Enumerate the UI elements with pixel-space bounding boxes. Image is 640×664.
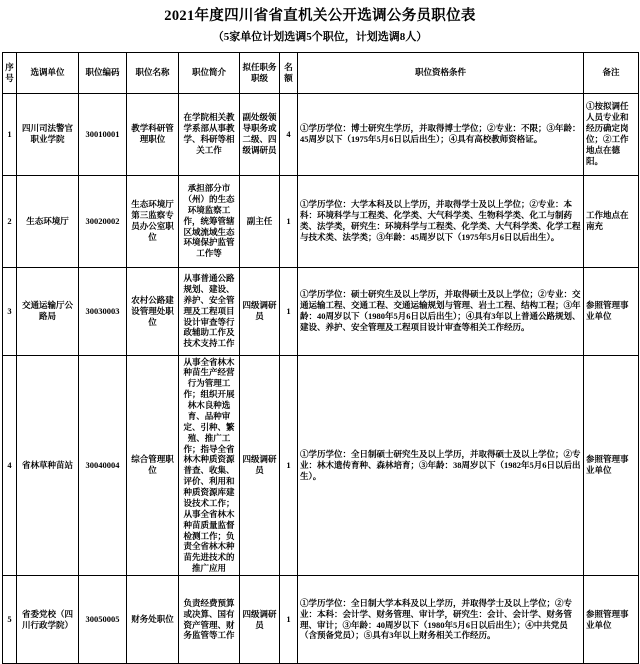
cell-rank: 四级调研员	[240, 267, 280, 355]
cell-name: 财务处职位	[127, 576, 179, 664]
cell-quota: 1	[280, 267, 298, 355]
cell-seq: 2	[3, 175, 17, 267]
cell-rank: 副处级领导职务或二级、四级调研员	[240, 93, 280, 175]
cell-remark: 参照管理事业单位	[584, 355, 639, 576]
cell-name: 农村公路建设管理处职位	[127, 267, 179, 355]
column-header-rank: 拟任职务职级	[240, 52, 280, 93]
cell-brief: 负责经费预算或决算、国有资产管理、财务监管等工作	[179, 576, 240, 664]
cell-seq: 1	[3, 93, 17, 175]
table-row	[3, 576, 639, 664]
column-header-brief: 职位简介	[179, 52, 240, 93]
cell-brief: 从事普通公路规划、建设、养护、安全管理及工程项目设计审查等行政辅助工作及技术支持工作	[179, 267, 240, 355]
column-header-seq: 序号	[3, 52, 17, 93]
cell-remark: 参照管理事业单位	[584, 267, 639, 355]
table-header-row	[3, 52, 639, 93]
cell-rank: 四级调研员	[240, 355, 280, 576]
table-row	[3, 355, 639, 576]
cell-seq: 4	[3, 355, 17, 576]
cell-remark: ①按拟调任人员专业和经历确定岗位；②工作地点在德阳。	[584, 93, 639, 175]
cell-seq: 5	[3, 576, 17, 664]
cell-unit: 四川司法警官职业学院	[17, 93, 79, 175]
cell-code: 30010001	[79, 93, 127, 175]
column-header-quota: 名额	[280, 52, 298, 93]
cell-code: 30020002	[79, 175, 127, 267]
cell-brief: 承担部分市（州）的生态环境监察工作，统筹管辖区域流域生态环境保护监管工作等	[179, 175, 240, 267]
table-row	[3, 175, 639, 267]
cell-remark: 工作地点在南充	[584, 175, 639, 267]
cell-qualification: ①学历学位：全日制硕士研究生及以上学历，并取得硕士及以上学位；②专业：林木遗传育种、森林培育；③年龄：38周岁以下（1982年5月6日以后出生）。	[298, 355, 584, 576]
cell-quota: 1	[280, 355, 298, 576]
table-row	[3, 93, 639, 175]
position-table	[2, 52, 639, 664]
cell-unit: 省林草种苗站	[17, 355, 79, 576]
cell-remark: 参照管理事业单位	[584, 576, 639, 664]
column-header-code: 职位编码	[79, 52, 127, 93]
cell-qualification: ①学历学位：大学本科及以上学历，并取得学士及以上学位；②专业：本科：环境科学与工程类、化学类、大气科学类、生物科学类、化工与制药类、法学类，研究生：环境科学与工程类、化学类、大气科学类、化学工程与技术类、法学类；③年龄：45周岁以下（1975年5月6日以后出生）。	[298, 175, 584, 267]
cell-name: 生态环境厅第三监察专员办公室职位	[127, 175, 179, 267]
cell-code: 30030003	[79, 267, 127, 355]
cell-quota: 1	[280, 576, 298, 664]
table-row	[3, 267, 639, 355]
cell-unit: 交通运输厅公路局	[17, 267, 79, 355]
column-header-name: 职位名称	[127, 52, 179, 93]
cell-brief: 从事全省林木种苗生产经营行为管理工作；组织开展林木良种选育、品种审定、引种、繁殖、推广工作；指导全省林木种质资源普查、收集、评价、利用和种质资源库建设技术工作；从事全省林木种苗质量监督检测工作；负责全省林木种苗先进技术的推广应用	[179, 355, 240, 576]
cell-rank: 副主任	[240, 175, 280, 267]
cell-name: 综合管理职位	[127, 355, 179, 576]
column-header-qualification: 职位资格条件	[298, 52, 584, 93]
cell-unit: 生态环境厅	[17, 175, 79, 267]
cell-code: 30040004	[79, 355, 127, 576]
cell-name: 教学科研管理职位	[127, 93, 179, 175]
cell-unit: 省委党校（四川行政学院）	[17, 576, 79, 664]
cell-quota: 4	[280, 93, 298, 175]
column-header-remark: 备注	[584, 52, 639, 93]
cell-qualification: ①学历学位：硕士研究生及以上学历，并取得硕士及以上学位；②专业：交通运输工程、交通工程、交通运输规划与管理、岩土工程、结构工程；③年龄：40周岁以下（1980年5月6日以后出生）；④具有3年以上普通公路规划、建设、养护、安全管理及工程项目设计审查等相关工作经历。	[298, 267, 584, 355]
column-header-unit: 选调单位	[17, 52, 79, 93]
cell-rank: 四级调研员	[240, 576, 280, 664]
cell-code: 30050005	[79, 576, 127, 664]
document-title: 2021年度四川省省直机关公开选调公务员职位表	[164, 8, 476, 24]
document-subtitle: （5家单位计划选调5个职位，计划选调8人）	[212, 31, 428, 44]
cell-seq: 3	[3, 267, 17, 355]
cell-brief: 在学院相关教学系部从事教学、科研等相关工作	[179, 93, 240, 175]
cell-qualification: ①学历学位：博士研究生学历，并取得博士学位；②专业：不限；③年龄：45周岁以下（1975年5月6日以后出生）；④具有高校教师资格证。	[298, 93, 584, 175]
cell-qualification: ①学历学位：全日制大学本科及以上学历，并取得学士及以上学位；②专业：本科：会计学、财务管理、审计学，研究生：会计、会计学、财务管理、审计；③年龄：40周岁以下（1980年5月6日以后出生）；④中共党员（含预备党员）；⑤具有3年以上财务相关工作经历。	[298, 576, 584, 664]
cell-quota: 1	[280, 175, 298, 267]
